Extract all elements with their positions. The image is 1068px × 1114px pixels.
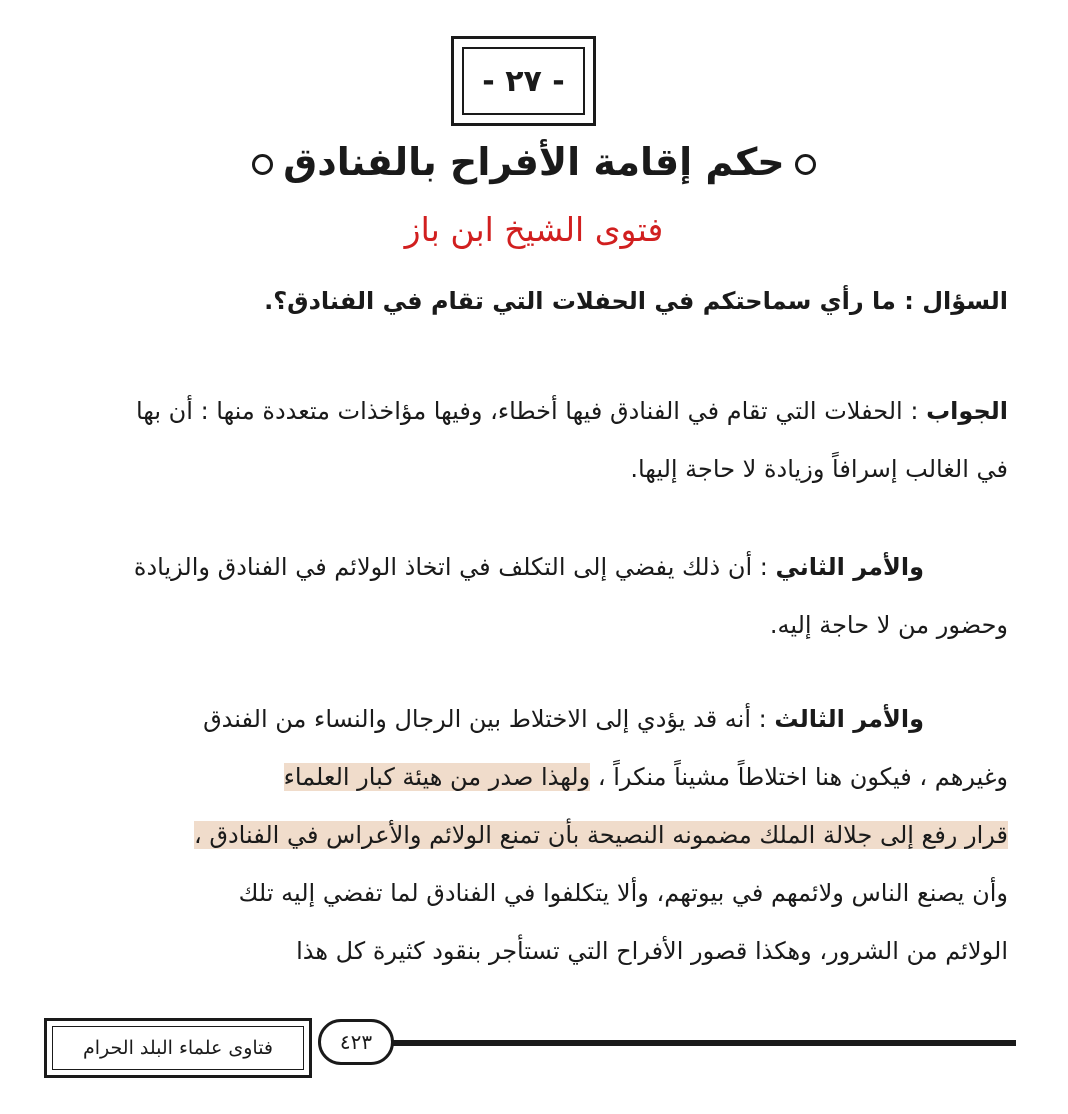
second-matter-paragraph	[36, 538, 1008, 654]
fatwa-subtitle: فتوى الشيخ ابن باز	[404, 210, 664, 249]
footer-rule	[388, 1040, 1016, 1046]
answer-text-1: : الحفلات التي تقام في الفنادق فيها أخطاء، وفيها مؤاخذات متعددة منها : أن بها	[135, 397, 927, 425]
answer-line-1	[36, 382, 1008, 440]
fatwa-number: - ٢٧ -	[462, 47, 585, 115]
highlighted-text: ولهذا صدر من هيئة كبار العلماء	[283, 763, 591, 791]
answer-paragraph	[36, 382, 1008, 498]
third-matter-paragraph	[36, 690, 1008, 980]
third-matter-line-5: الولائم من الشرور، وهكذا قصور الأفراح التي تستأجر بنقود كثيرة كل هذا	[296, 937, 1008, 965]
question-paragraph	[36, 272, 1008, 330]
highlighted-text: قرار رفع إلى جلالة الملك مضمونه النصيحة بأن تمنع الولائم والأعراس في الفنادق ،	[193, 821, 1008, 849]
fatwa-number-frame	[451, 36, 596, 126]
question-label: السؤال	[922, 287, 1008, 315]
page-number: ٤٢٣	[318, 1019, 394, 1065]
third-matter-line-3	[36, 806, 1008, 864]
title-text: حكم إقامة الأفراح بالفنادق	[283, 140, 785, 184]
answer-label: الجواب	[926, 397, 1008, 425]
book-title-frame	[44, 1018, 312, 1078]
third-matter-label: والأمر الثالث	[774, 705, 924, 733]
answer-line-2: في الغالب إسرافاً وزيادة لا حاجة إليها.	[630, 455, 1008, 483]
question-text: : ما رأي سماحتكم في الحفلات التي تقام في الفنادق؟.	[264, 287, 923, 315]
ring-bullet-icon	[795, 154, 816, 175]
third-matter-line-4: وأن يصنع الناس ولائمهم في بيوتهم، وألا يتكلفوا في الفنادق لما تفضي إليه تلك	[238, 879, 1008, 907]
third-matter-line-1	[36, 690, 1008, 748]
second-matter-text-1: : أن ذلك يفضي إلى التكلف في اتخاذ الولائم في الفنادق والزيادة	[133, 553, 776, 581]
question-line	[36, 272, 1008, 330]
second-matter-line-2: وحضور من لا حاجة إليه.	[769, 611, 1008, 639]
third-matter-text-1: : أنه قد يؤدي إلى الاختلاط بين الرجال والنساء من الفندق	[203, 705, 775, 733]
page-title	[0, 138, 1068, 186]
second-matter-line-1	[36, 538, 1008, 596]
ring-bullet-icon	[252, 154, 273, 175]
second-matter-label: والأمر الثاني	[775, 553, 924, 581]
third-matter-text-2: وغيرهم ، فيكون هنا اختلاطاً مشيناً منكراً ،	[590, 763, 1008, 791]
third-matter-line-2	[36, 748, 1008, 806]
book-title: فتاوى علماء البلد الحرام	[52, 1026, 304, 1070]
